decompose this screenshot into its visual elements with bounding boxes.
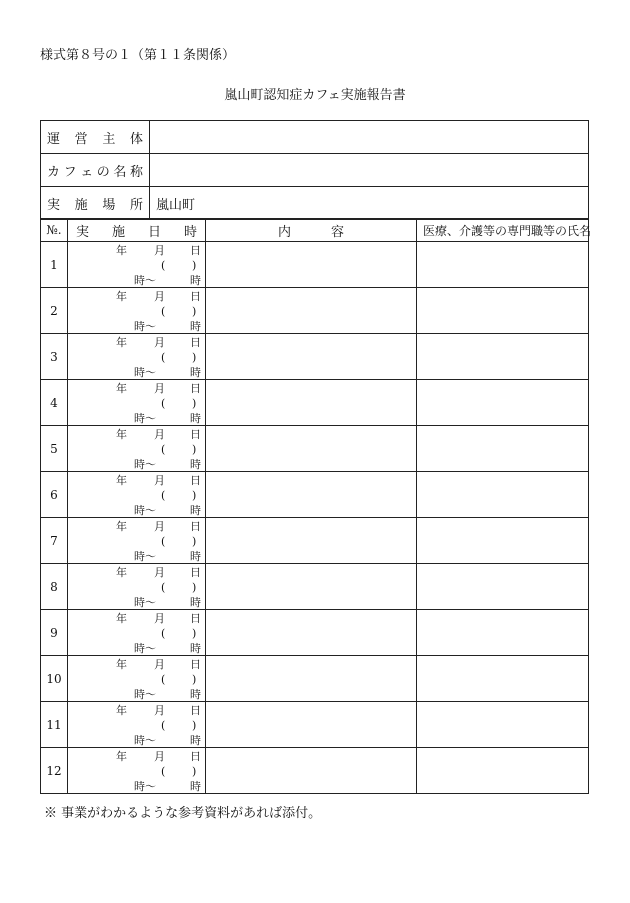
time-from-label: 時～ <box>134 274 156 287</box>
weekday-paren-open: ( <box>161 535 166 548</box>
year-label: 年 <box>116 290 127 303</box>
cafe-name-field[interactable] <box>150 154 589 187</box>
document-title: 嵐山町認知症カフェ実施報告書 <box>224 88 406 103</box>
weekday-paren-close: ) <box>192 489 197 502</box>
weekday-paren-close: ) <box>192 535 197 548</box>
day-label: 日 <box>190 612 201 625</box>
form-id: 様式第８号の１（第１１条関係） <box>40 48 236 63</box>
date-box <box>68 288 205 333</box>
label-char: 場 <box>102 197 116 213</box>
content-field[interactable] <box>206 748 417 794</box>
date-field[interactable] <box>68 334 206 380</box>
operator-label <box>41 121 150 154</box>
staff-field[interactable] <box>417 242 589 288</box>
label-char: 実 <box>47 197 61 213</box>
month-label: 月 <box>154 428 165 441</box>
staff-field[interactable] <box>417 334 589 380</box>
date-box <box>68 656 205 701</box>
weekday-paren-open: ( <box>161 673 166 686</box>
staff-field[interactable] <box>417 426 589 472</box>
cafe-name-row <box>41 154 589 187</box>
month-label: 月 <box>154 750 165 763</box>
activity-log-table <box>40 218 592 794</box>
label-char: の <box>96 164 110 180</box>
weekday-paren-open: ( <box>161 581 166 594</box>
staff-field[interactable] <box>417 564 589 610</box>
content-field[interactable] <box>206 656 417 702</box>
month-label: 月 <box>154 382 165 395</box>
date-box <box>68 748 205 793</box>
weekday-paren-close: ) <box>192 397 197 410</box>
staff-field[interactable] <box>417 288 589 334</box>
date-box <box>68 610 205 655</box>
time-to-label: 時 <box>190 458 201 471</box>
row-number: 1 <box>41 242 68 288</box>
date-field[interactable] <box>68 564 206 610</box>
row-number: 2 <box>41 288 68 334</box>
time-from-label: 時～ <box>134 550 156 563</box>
year-label: 年 <box>116 382 127 395</box>
label-char: 施 <box>74 197 88 213</box>
weekday-paren-close: ) <box>192 673 197 686</box>
content-field[interactable] <box>206 564 417 610</box>
time-from-label: 時～ <box>134 734 156 747</box>
time-to-label: 時 <box>190 734 201 747</box>
log-body <box>41 242 589 794</box>
date-field[interactable] <box>68 748 206 794</box>
label-char: 営 <box>74 131 88 147</box>
date-field[interactable] <box>68 380 206 426</box>
venue-label-text <box>47 194 143 213</box>
time-to-label: 時 <box>190 550 201 563</box>
header-content <box>206 219 417 242</box>
weekday-paren-close: ) <box>192 581 197 594</box>
year-label: 年 <box>116 474 127 487</box>
row-number: 5 <box>41 426 68 472</box>
venue-row <box>41 187 589 220</box>
row-number: 7 <box>41 518 68 564</box>
time-from-label: 時～ <box>134 412 156 425</box>
label-char: 運 <box>47 131 61 147</box>
time-from-label: 時～ <box>134 320 156 333</box>
label-char: 容 <box>331 224 345 240</box>
weekday-paren-open: ( <box>161 627 166 640</box>
label-char: 実 <box>76 224 90 240</box>
log-row <box>41 242 589 288</box>
log-row <box>41 656 589 702</box>
date-field[interactable] <box>68 610 206 656</box>
day-label: 日 <box>190 336 201 349</box>
year-label: 年 <box>116 750 127 763</box>
weekday-paren-close: ) <box>192 443 197 456</box>
operator-label-text <box>47 128 143 147</box>
weekday-paren-open: ( <box>161 719 166 732</box>
log-row <box>41 564 589 610</box>
header-no: №. <box>41 219 68 242</box>
date-field[interactable] <box>68 472 206 518</box>
month-label: 月 <box>154 566 165 579</box>
label-char: 内 <box>277 224 291 240</box>
time-from-label: 時～ <box>134 642 156 655</box>
time-to-label: 時 <box>190 320 201 333</box>
label-char: 施 <box>111 224 125 240</box>
day-label: 日 <box>190 290 201 303</box>
time-from-label: 時～ <box>134 458 156 471</box>
year-label: 年 <box>116 566 127 579</box>
time-from-label: 時～ <box>134 366 156 379</box>
day-label: 日 <box>190 566 201 579</box>
weekday-paren-close: ) <box>192 259 197 272</box>
log-header-row <box>41 219 589 242</box>
weekday-paren-close: ) <box>192 351 197 364</box>
log-row <box>41 334 589 380</box>
date-field[interactable] <box>68 242 206 288</box>
time-from-label: 時～ <box>134 688 156 701</box>
log-row <box>41 426 589 472</box>
staff-field[interactable] <box>417 472 589 518</box>
label-char: 所 <box>129 197 143 213</box>
month-label: 月 <box>154 244 165 257</box>
weekday-paren-open: ( <box>161 443 166 456</box>
cafe-name-label-text <box>47 161 143 180</box>
content-field[interactable] <box>206 702 417 748</box>
staff-field[interactable] <box>417 518 589 564</box>
date-box <box>68 518 205 563</box>
weekday-paren-close: ) <box>192 627 197 640</box>
header-content-text <box>206 221 416 240</box>
log-row <box>41 518 589 564</box>
date-field[interactable] <box>68 426 206 472</box>
content-field[interactable] <box>206 380 417 426</box>
header-date <box>68 219 206 242</box>
header-staff: 医療、介護等の専門職等の氏名 <box>417 219 589 242</box>
row-number: 9 <box>41 610 68 656</box>
content-field[interactable] <box>206 610 417 656</box>
time-to-label: 時 <box>190 366 201 379</box>
time-to-label: 時 <box>190 274 201 287</box>
year-label: 年 <box>116 520 127 533</box>
staff-field[interactable] <box>417 380 589 426</box>
month-label: 月 <box>154 520 165 533</box>
label-char: フ <box>63 164 77 180</box>
weekday-paren-close: ) <box>192 765 197 778</box>
row-number: 8 <box>41 564 68 610</box>
weekday-paren-close: ) <box>192 719 197 732</box>
info-table <box>40 120 589 220</box>
day-label: 日 <box>190 428 201 441</box>
day-label: 日 <box>190 658 201 671</box>
label-char: 日 <box>147 224 161 240</box>
weekday-paren-close: ) <box>192 305 197 318</box>
day-label: 日 <box>190 750 201 763</box>
day-label: 日 <box>190 520 201 533</box>
row-number: 11 <box>41 702 68 748</box>
label-char: ェ <box>80 164 94 180</box>
date-box <box>68 564 205 609</box>
row-number: 10 <box>41 656 68 702</box>
log-row <box>41 748 589 794</box>
month-label: 月 <box>154 290 165 303</box>
content-field[interactable] <box>206 426 417 472</box>
content-field[interactable] <box>206 472 417 518</box>
day-label: 日 <box>190 704 201 717</box>
log-row <box>41 288 589 334</box>
year-label: 年 <box>116 336 127 349</box>
weekday-paren-open: ( <box>161 397 166 410</box>
year-label: 年 <box>116 658 127 671</box>
content-field[interactable] <box>206 288 417 334</box>
time-to-label: 時 <box>190 504 201 517</box>
date-box <box>68 472 205 517</box>
time-to-label: 時 <box>190 780 201 793</box>
log-row <box>41 472 589 518</box>
weekday-paren-open: ( <box>161 259 166 272</box>
row-number: 12 <box>41 748 68 794</box>
date-box <box>68 242 205 287</box>
staff-field[interactable] <box>417 610 589 656</box>
date-field[interactable] <box>68 656 206 702</box>
content-field[interactable] <box>206 242 417 288</box>
weekday-paren-open: ( <box>161 489 166 502</box>
label-char: 体 <box>129 131 143 147</box>
label-char: 称 <box>129 164 143 180</box>
year-label: 年 <box>116 244 127 257</box>
staff-field[interactable] <box>417 748 589 794</box>
staff-field[interactable] <box>417 702 589 748</box>
log-row <box>41 610 589 656</box>
year-label: 年 <box>116 428 127 441</box>
day-label: 日 <box>190 474 201 487</box>
time-from-label: 時～ <box>134 780 156 793</box>
log-row <box>41 380 589 426</box>
date-field[interactable] <box>68 702 206 748</box>
header-date-text <box>68 221 205 240</box>
content-field[interactable] <box>206 518 417 564</box>
year-label: 年 <box>116 704 127 717</box>
label-char: 名 <box>113 164 127 180</box>
year-label: 年 <box>116 612 127 625</box>
time-from-label: 時～ <box>134 596 156 609</box>
row-number: 4 <box>41 380 68 426</box>
content-field[interactable] <box>206 334 417 380</box>
day-label: 日 <box>190 244 201 257</box>
time-to-label: 時 <box>190 596 201 609</box>
date-box <box>68 334 205 379</box>
month-label: 月 <box>154 658 165 671</box>
month-label: 月 <box>154 704 165 717</box>
weekday-paren-open: ( <box>161 351 166 364</box>
date-field[interactable] <box>68 288 206 334</box>
time-to-label: 時 <box>190 642 201 655</box>
operator-field[interactable] <box>150 121 589 154</box>
month-label: 月 <box>154 336 165 349</box>
time-from-label: 時～ <box>134 504 156 517</box>
time-to-label: 時 <box>190 688 201 701</box>
log-row <box>41 702 589 748</box>
month-label: 月 <box>154 612 165 625</box>
staff-field[interactable] <box>417 656 589 702</box>
day-label: 日 <box>190 382 201 395</box>
date-field[interactable] <box>68 518 206 564</box>
weekday-paren-open: ( <box>161 305 166 318</box>
row-number: 6 <box>41 472 68 518</box>
venue-label <box>41 187 150 220</box>
date-box <box>68 702 205 747</box>
row-number: 3 <box>41 334 68 380</box>
label-char: 時 <box>183 224 197 240</box>
label-char: カ <box>47 164 61 180</box>
time-to-label: 時 <box>190 412 201 425</box>
operator-row <box>41 121 589 154</box>
date-box <box>68 380 205 425</box>
footnote: ※ 事業がわかるような参考資料があれば添付。 <box>44 806 322 821</box>
weekday-paren-open: ( <box>161 765 166 778</box>
month-label: 月 <box>154 474 165 487</box>
cafe-name-label <box>41 154 150 187</box>
venue-field[interactable]: 嵐山町 <box>150 187 589 220</box>
label-char: 主 <box>102 131 116 147</box>
date-box <box>68 426 205 471</box>
